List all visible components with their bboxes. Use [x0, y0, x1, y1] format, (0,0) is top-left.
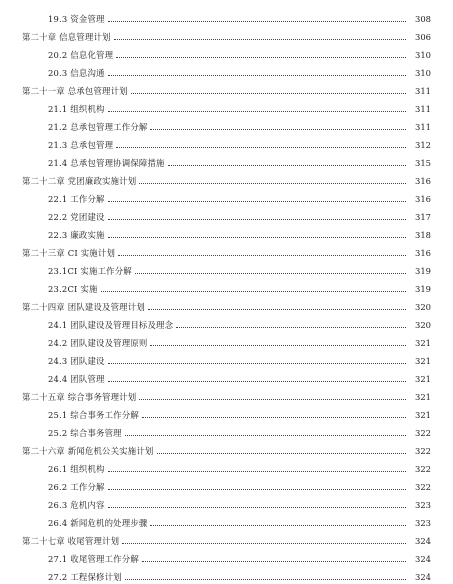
- toc-entry-title: 21.2 总承包管理工作分解: [48, 122, 148, 132]
- toc-entry-title: 23.1CI 实施工作分解: [48, 266, 132, 276]
- dot-leader: [116, 147, 406, 148]
- toc-entry-title: 25.2 综合事务管理: [48, 428, 122, 438]
- toc-entry-title: 第二十五章 综合事务管理计划: [22, 392, 137, 402]
- dot-leader: [116, 57, 406, 58]
- toc-entry-title: 27.1 收尾管理工作分解: [48, 554, 139, 564]
- toc-chapter-entry[interactable]: [0, 26, 453, 42]
- toc-page-number: 308: [415, 14, 431, 24]
- toc-entry-title: 第二十六章 新闻危机公关实施计划: [22, 446, 154, 456]
- toc-page-number: 324: [415, 572, 431, 582]
- toc-entry-title: 24.3 团队建设: [48, 356, 105, 366]
- toc-section-entry[interactable]: [0, 476, 453, 492]
- toc-entry-title: 第二十一章 总承包管理计划: [22, 86, 128, 96]
- toc-entry-title: 26.2 工作分解: [48, 482, 105, 492]
- dot-leader: [150, 129, 406, 130]
- dot-leader: [139, 183, 406, 184]
- toc-page-number: 311: [415, 104, 431, 114]
- toc-section-entry[interactable]: [0, 98, 453, 114]
- toc-page-number: 322: [415, 446, 431, 456]
- toc-page-number: 310: [415, 50, 431, 60]
- dot-leader: [150, 525, 406, 526]
- dot-leader: [108, 75, 406, 76]
- dot-leader: [108, 507, 406, 508]
- dot-leader: [108, 201, 406, 202]
- toc-entry-title: 第二十二章 党团廉政实施计划: [22, 176, 137, 186]
- toc-entry-title: 26.4 新闻危机的处理步骤: [48, 518, 148, 528]
- toc-section-entry[interactable]: [0, 224, 453, 240]
- toc-entry-title: 24.2 团队建设及管理原则: [48, 338, 148, 348]
- toc-entry-title: 20.3 信息沟通: [48, 68, 105, 78]
- toc-chapter-entry[interactable]: [0, 440, 453, 456]
- dot-leader: [108, 21, 406, 22]
- toc-page-number: 322: [415, 464, 431, 474]
- toc-page-number: 315: [415, 158, 431, 168]
- toc-entry-title: 第二十三章 CI 实施计划: [22, 248, 116, 258]
- dot-leader: [108, 471, 406, 472]
- toc-section-entry[interactable]: [0, 368, 453, 384]
- dot-leader: [108, 111, 406, 112]
- dot-leader: [108, 363, 406, 364]
- toc-page-number: 320: [415, 302, 431, 312]
- toc-entry-title: 20.2 信息化管理: [48, 50, 114, 60]
- dot-leader: [142, 561, 406, 562]
- toc-chapter-entry[interactable]: [0, 386, 453, 402]
- toc-page-number: 324: [415, 536, 431, 546]
- toc-entry-title: 24.1 团队建设及管理目标及理念: [48, 320, 174, 330]
- toc-entry-title: 第二十章 信息管理计划: [22, 32, 111, 42]
- dot-leader: [131, 93, 406, 94]
- toc-section-entry[interactable]: [0, 44, 453, 60]
- toc-chapter-entry[interactable]: [0, 530, 453, 546]
- toc-page-number: 316: [415, 176, 431, 186]
- toc-section-entry[interactable]: [0, 332, 453, 348]
- toc-page-number: 310: [415, 68, 431, 78]
- toc-page-number: 323: [415, 500, 431, 510]
- toc-section-entry[interactable]: [0, 62, 453, 78]
- toc-page-number: 317: [415, 212, 431, 222]
- toc-chapter-entry[interactable]: [0, 242, 453, 258]
- dot-leader: [150, 345, 406, 346]
- toc-page-number: 306: [415, 32, 431, 42]
- toc-entry-title: 21.4 总承包管理协调保障措施: [48, 158, 165, 168]
- dot-leader: [176, 327, 406, 328]
- toc-section-entry[interactable]: [0, 548, 453, 564]
- dot-leader: [118, 255, 406, 256]
- toc-chapter-entry[interactable]: [0, 296, 453, 312]
- toc-section-entry[interactable]: [0, 116, 453, 132]
- toc-entry-title: 23.2CI 实施: [48, 284, 98, 294]
- dot-leader: [114, 39, 406, 40]
- toc-section-entry[interactable]: [0, 566, 453, 582]
- toc-entry-title: 24.4 团队管理: [48, 374, 105, 384]
- toc-page-number: 311: [415, 86, 431, 96]
- toc-section-entry[interactable]: [0, 458, 453, 474]
- toc-section-entry[interactable]: [0, 512, 453, 528]
- toc-entry-title: 22.3 廉政实施: [48, 230, 105, 240]
- toc-entry-title: 26.1 组织机构: [48, 464, 105, 474]
- toc-section-entry[interactable]: [0, 350, 453, 366]
- toc-section-entry[interactable]: [0, 260, 453, 276]
- toc-entry-title: 22.2 党团建设: [48, 212, 105, 222]
- toc-page-number: 321: [415, 356, 431, 366]
- dot-leader: [168, 165, 406, 166]
- toc-entry-title: 26.3 危机内容: [48, 500, 105, 510]
- dot-leader: [135, 273, 406, 274]
- dot-leader: [108, 489, 406, 490]
- dot-leader: [125, 435, 406, 436]
- dot-leader: [139, 399, 406, 400]
- dot-leader: [122, 543, 406, 544]
- toc-section-entry[interactable]: [0, 8, 453, 24]
- toc-page-number: 316: [415, 194, 431, 204]
- dot-leader: [101, 291, 406, 292]
- toc-page-number: 321: [415, 410, 431, 420]
- toc-entry-title: 27.2 工程保修计划: [48, 572, 122, 582]
- dot-leader: [157, 453, 407, 454]
- toc-page-number: 311: [415, 122, 431, 132]
- dot-leader: [108, 237, 406, 238]
- toc-page-number: 321: [415, 392, 431, 402]
- toc-section-entry[interactable]: [0, 494, 453, 510]
- toc-section-entry[interactable]: [0, 206, 453, 222]
- toc-section-entry[interactable]: [0, 134, 453, 150]
- toc-entry-title: 第二十四章 团队建设及管理计划: [22, 302, 145, 312]
- toc-section-entry[interactable]: [0, 278, 453, 294]
- toc-section-entry[interactable]: [0, 152, 453, 168]
- toc-page-number: 321: [415, 374, 431, 384]
- toc-page-number: 324: [415, 554, 431, 564]
- dot-leader: [108, 381, 406, 382]
- toc-entry-title: 25.1 综合事务工作分解: [48, 410, 139, 420]
- toc-section-entry[interactable]: [0, 422, 453, 438]
- toc-page-number: 312: [415, 140, 431, 150]
- toc-section-entry[interactable]: [0, 314, 453, 330]
- toc-page-number: 319: [415, 266, 431, 276]
- toc-entry-title: 第二十七章 收尾管理计划: [22, 536, 120, 546]
- toc-page-number: 318: [415, 230, 431, 240]
- toc-page-number: 319: [415, 284, 431, 294]
- toc-page-number: 322: [415, 482, 431, 492]
- table-of-contents: [0, 8, 453, 584]
- toc-section-entry[interactable]: [0, 404, 453, 420]
- toc-section-entry[interactable]: [0, 188, 453, 204]
- dot-leader: [148, 309, 406, 310]
- toc-page-number: 322: [415, 428, 431, 438]
- toc-page-number: 323: [415, 518, 431, 528]
- toc-page-number: 320: [415, 320, 431, 330]
- toc-entry-title: 19.3 资金管理: [48, 14, 105, 24]
- toc-entry-title: 22.1 工作分解: [48, 194, 105, 204]
- toc-page-number: 316: [415, 248, 431, 258]
- toc-entry-title: 21.3 总承包管理: [48, 140, 114, 150]
- toc-page-number: 321: [415, 338, 431, 348]
- dot-leader: [125, 579, 406, 580]
- toc-chapter-entry[interactable]: [0, 170, 453, 186]
- dot-leader: [108, 219, 406, 220]
- toc-chapter-entry[interactable]: [0, 80, 453, 96]
- dot-leader: [142, 417, 406, 418]
- toc-entry-title: 21.1 组织机构: [48, 104, 105, 114]
